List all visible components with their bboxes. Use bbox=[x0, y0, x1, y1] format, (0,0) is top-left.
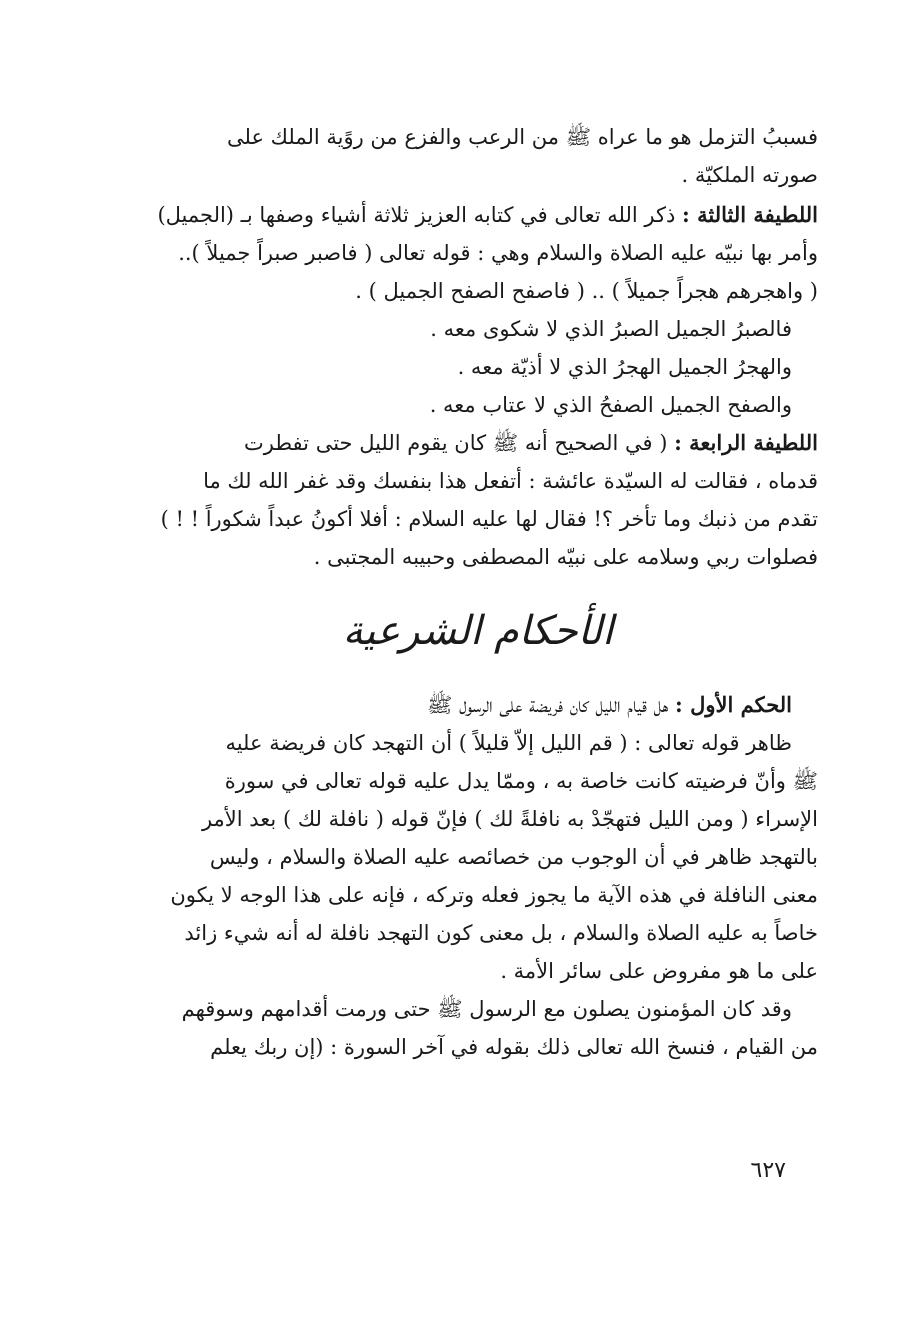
text-line: والصفح الجميل الصفحُ الذي لا عتاب معه . bbox=[429, 393, 792, 417]
latifa-4-line bbox=[138, 424, 818, 462]
text-line: تقدم من ذنبك وما تأخر ؟! فقال لها عليه السلام : أفلا أكونُ عبداً شكوراً ! ! ) bbox=[160, 507, 818, 531]
latifa-3-text: ذكر الله تعالى في كتابه العزيز ثلاثة أشياء وصفها بـ (الجميل) bbox=[157, 203, 683, 227]
hukm-1-title-text: هل قيام الليل كان فريضة على الرسول ﷺ bbox=[427, 693, 676, 717]
text-line: من القيام ، فنسخ الله تعالى ذلك بقوله في آخر السورة : (إن ربك يعلم bbox=[210, 1035, 818, 1059]
text-line: قدماه ، فقالت له السيّدة عائشة : أتفعل هذا بنفسك وقد غفر الله لك ما bbox=[203, 469, 818, 493]
text-line: ( واهجرهم هجراً جميلاً ) .. ( فاصفح الصفح الجميل ) . bbox=[355, 279, 818, 303]
latifa-4-text: ( في الصحيح أنه ﷺ كان يقوم الليل حتى تفطرت bbox=[243, 431, 675, 455]
page-number bbox=[0, 1158, 786, 1183]
text-line: فالصبرُ الجميل الصبرُ الذي لا شكوى معه . bbox=[430, 317, 792, 341]
text-line: خاصاً به عليه الصلاة والسلام ، بل معنى كون التهجد نافلة له أنه شيء زائد bbox=[184, 921, 818, 945]
text-line: ﷺ وأنّ فرضيته كانت خاصة به ، وممّا يدل عليه قوله تعالى في سورة bbox=[224, 769, 818, 793]
latifa-3-label: اللطيفة الثالثة : bbox=[682, 202, 818, 227]
text-line: وقد كان المؤمنون يصلون مع الرسول ﷺ حتى ورمت أقدامهم وسوقهم bbox=[181, 997, 792, 1021]
page-number-text: ٦٢٧ bbox=[750, 1158, 786, 1183]
text-line: الإسراء ( ومن الليل فتهجّدْ به نافلةً لك ) فإنّ قوله ( نافلة لك ) بعد الأمر bbox=[201, 807, 818, 831]
text-line: معنى النافلة في هذه الآية ما يجوز فعله وتركه ، فإنه على هذا الوجه لا يكون bbox=[170, 883, 818, 907]
section-heading: الأحكام الشرعية bbox=[342, 608, 614, 654]
latifa-3-line bbox=[138, 196, 818, 234]
text-line: فصلوات ربي وسلامه على نبيّه المصطفى وحبيبه المجتبى . bbox=[313, 545, 818, 569]
latifa-4-label: اللطيفة الرابعة : bbox=[674, 430, 818, 455]
section-heading-block bbox=[138, 576, 818, 686]
text-line: صورته الملكيّة . bbox=[681, 163, 818, 187]
hukm-1-label: الحكم الأول : bbox=[675, 692, 792, 717]
text-line: بالتهجد ظاهر في أن الوجوب من خصائصه عليه الصلاة والسلام ، وليس bbox=[209, 845, 818, 869]
page-body bbox=[138, 118, 818, 1066]
text-line: فسببُ التزمل هو ما عراه ﷺ من الرعب والفزع من روًية الملك على bbox=[227, 125, 818, 149]
text-line: وأمر بها نبيّه عليه الصلاة والسلام وهي : قوله تعالى ( فاصبر صبراً جميلاً ).. bbox=[178, 241, 818, 265]
text-line: والهجرُ الجميل الهجرُ الذي لا أذيّة معه . bbox=[457, 355, 792, 379]
hukm-1-title bbox=[138, 686, 818, 724]
text-line: على ما هو مفروض على سائر الأمة . bbox=[500, 959, 818, 983]
text-line: ظاهر قوله تعالى : ( قم الليل إلاّ قليلاً ) أن التهجد كان فريضة عليه bbox=[225, 731, 792, 755]
